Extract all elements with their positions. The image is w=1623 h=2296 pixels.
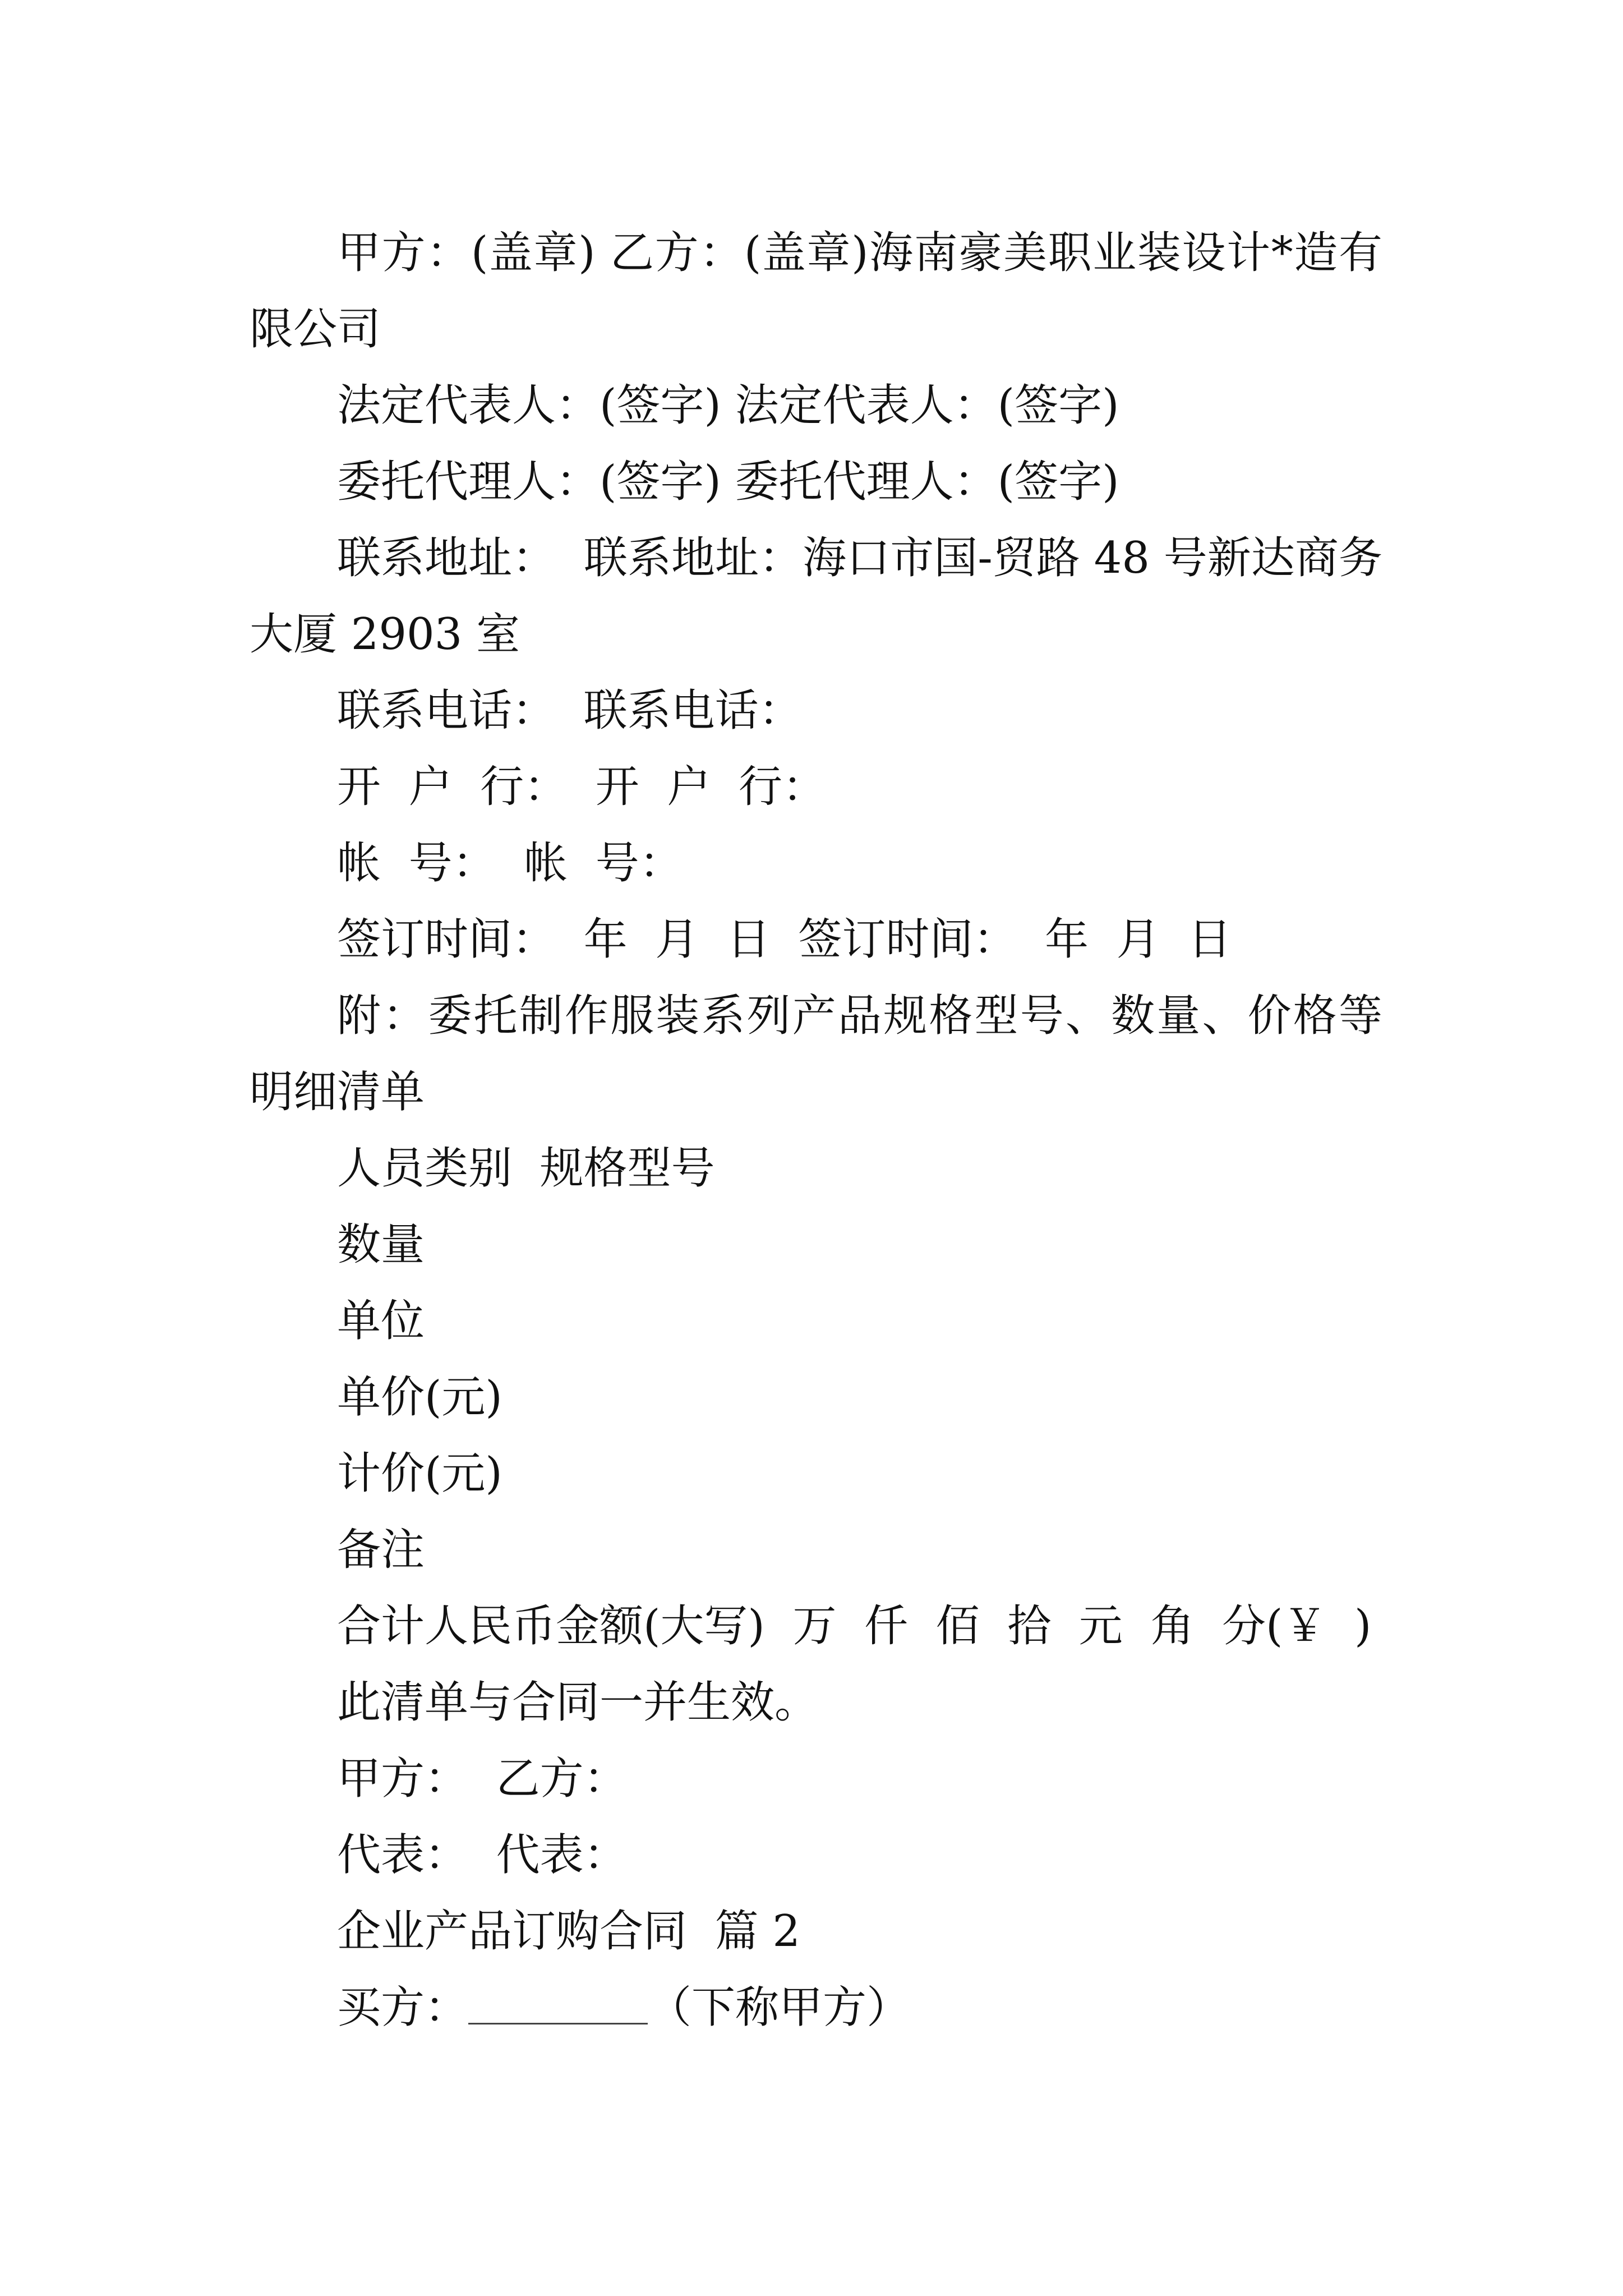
attachment-title: 附：委托制作服装系列产品规格型号、数量、价格等明细清单 bbox=[250, 991, 1382, 1117]
signature-parties-line: 甲方：(盖章) 乙方：(盖章)海南豪美职业装设计*造有限公司 bbox=[250, 228, 1382, 355]
personnel-spec-header: 人员类别 规格型号 bbox=[337, 1143, 715, 1194]
bank-line: 开 户 行： 开 户 行： bbox=[337, 762, 826, 812]
account-line: 帐 号： 帐 号： bbox=[337, 838, 683, 889]
section-title: 企业产品订购合同 篇 2 bbox=[337, 1906, 801, 1957]
remarks-header: 备注 bbox=[337, 1525, 425, 1575]
quantity-header: 数量 bbox=[337, 1220, 425, 1270]
signing-date-line: 签订时间： 年 月 日 签订时间： 年 月 日 bbox=[337, 914, 1232, 965]
contact-address-line: 联系地址： 联系地址：海口市国-贸路 48 号新达商务大厦 2903 室 bbox=[250, 533, 1382, 660]
total-amount-line: 合计人民币金额(大写) 万 仟 佰 拾 元 角 分(￥ ) bbox=[337, 1601, 1372, 1651]
legal-representative-line: 法定代表人：(签字) 法定代表人：(签字) bbox=[337, 380, 1119, 431]
contact-phone-line: 联系电话： 联系电话： bbox=[337, 685, 803, 736]
buyer-name-blank bbox=[468, 1979, 648, 2024]
representative-line: 代表： 代表： bbox=[337, 1830, 628, 1880]
buyer-note: （下称甲方） bbox=[648, 1982, 911, 2033]
authorized-agent-line: 委托代理人：(签字) 委托代理人：(签字) bbox=[337, 457, 1119, 507]
party-a-b-line: 甲方： 乙方： bbox=[337, 1754, 628, 1804]
unit-header: 单位 bbox=[337, 1296, 425, 1346]
buyer-label: 买方： bbox=[337, 1982, 469, 2033]
total-price-header: 计价(元) bbox=[337, 1448, 502, 1499]
unit-price-header: 单价(元) bbox=[337, 1372, 502, 1423]
buyer-line bbox=[250, 1970, 1382, 2046]
document-body bbox=[250, 215, 1382, 2046]
validity-statement: 此清单与合同一并生效。 bbox=[337, 1677, 819, 1728]
